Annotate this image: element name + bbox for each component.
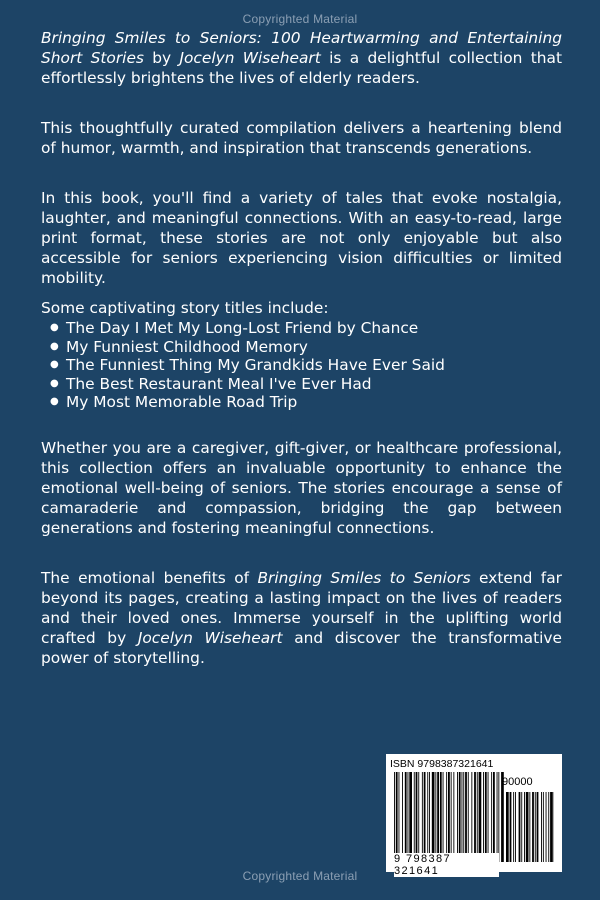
addon-bar (537, 792, 539, 862)
intro-paragraph (41, 28, 562, 118)
benefits-part1: The emotional benefits of (41, 568, 258, 587)
book-title-short: Bringing Smiles to Seniors (257, 568, 471, 587)
story-title: My Funniest Childhood Memory (66, 337, 308, 356)
addon-bar (506, 792, 509, 862)
audience-paragraph: Whether you are a caregiver, gift-giver, or healthcare professional, this collection offers an invaluable opportunity to enhance the emotional well-being of seniors. The stories encourage a sense of camaraderie and compassion, bridging the gap between generations and fostering meaningful connections. (41, 438, 562, 537)
barcode-bar (409, 772, 412, 862)
list-item (41, 393, 562, 412)
barcode-bar (418, 772, 419, 862)
barcode-bar (493, 772, 495, 862)
story-titles-list (41, 319, 562, 412)
compilation-paragraph: This thoughtfully curated compilation delivers a heartening blend of humor, warmth, and inspiration that transcends generations. (41, 119, 562, 157)
list-item (41, 356, 562, 375)
barcode-bar (414, 772, 415, 862)
price-code: 90000 (502, 776, 533, 788)
barcode-bar (432, 772, 435, 862)
barcode-bar (416, 772, 418, 862)
addon-bar (550, 792, 553, 862)
addon-bar (513, 792, 514, 862)
barcode-bar (474, 772, 476, 862)
list-item (41, 338, 562, 357)
list-item (41, 319, 562, 338)
barcode-bar (491, 772, 492, 862)
addon-bar (510, 792, 512, 862)
addon-bar (529, 792, 530, 862)
barcode-bar (453, 772, 454, 862)
intro-rest: is a delightful collection that effortlessly brightens the lives of elderly readers. (41, 49, 562, 87)
barcode-bar (483, 772, 484, 862)
watermark-top: Copyrighted Material (242, 12, 358, 26)
addon-bar (524, 792, 525, 862)
barcode-bar (457, 772, 458, 862)
benefits-part3: and discover the transformative power of storytelling. (41, 628, 562, 667)
barcode-bar (451, 772, 452, 862)
barcode-bar (459, 772, 461, 862)
barcode-bar (477, 772, 478, 862)
contents-paragraph: In this book, you'll find a variety of tales that evoke nostalgia, laughter, and meaningful connections. With an easy-to-read, large print format, these stories are not only enjoyable but also accessible for seniors experiencing vision difficulties or limited mobility. (41, 189, 562, 287)
bullet-icon: ● (50, 396, 59, 407)
barcode-bar (446, 772, 447, 862)
bullet-icon: ● (50, 322, 59, 333)
isbn-label: ISBN 9798387321641 (390, 758, 494, 770)
barcode-bar (498, 772, 499, 862)
barcode-bar (435, 772, 436, 862)
benefits-part2: extend far beyond its pages, creating a lasting impact on the lives of readers and their loved ones. Immerse yourself in the uplifting world crafted by (41, 568, 562, 647)
barcode-bar (465, 772, 467, 862)
barcode-bar (422, 772, 423, 862)
barcode-bar (405, 772, 407, 862)
barcode-bar (485, 772, 487, 862)
bullet-icon: ● (50, 359, 59, 370)
author-name-2: Jocelyn Wiseheart (137, 628, 283, 647)
addon-bar (541, 792, 542, 862)
barcode-bar (424, 772, 426, 862)
barcode-bar (429, 772, 430, 862)
addon-bar (535, 792, 536, 862)
barcode-bar (396, 772, 398, 862)
story-title: My Most Memorable Road Trip (66, 393, 298, 411)
addon-bar (546, 792, 547, 862)
bullet-icon: ● (50, 340, 59, 352)
barcode-bar (443, 772, 444, 862)
list-intro: Some captivating story titles include: (41, 299, 329, 317)
barcode-bar (488, 772, 489, 862)
addon-bar (526, 792, 529, 862)
barcode-bar (440, 772, 442, 862)
barcode-bar (402, 772, 403, 862)
addon-bar (519, 792, 521, 862)
barcode-bar (394, 772, 395, 862)
watermark-bottom: Copyrighted Material (242, 869, 358, 883)
author-name: Jocelyn Wiseheart (179, 49, 321, 67)
barcode-bar (399, 772, 400, 862)
by-text: by (143, 49, 180, 67)
addon-bar (532, 792, 534, 862)
barcode-bar (437, 772, 439, 862)
barcode-bar (408, 772, 409, 862)
book-title: Bringing Smiles to Seniors: 100 Heartwarming and Entertaining Short Stories (41, 29, 562, 67)
addon-bar (548, 792, 549, 862)
barcode-bar (479, 772, 482, 862)
story-title: The Funniest Thing My Grandkids Have Ever Said (66, 356, 445, 374)
addon-bar (521, 792, 522, 862)
barcode-bar (448, 772, 450, 862)
barcode-bar (462, 772, 463, 862)
barcode-bar (468, 772, 469, 862)
isbn-digits: 9 798387 321641 (394, 853, 499, 877)
story-title: The Day I Met My Long-Lost Friend by Chance (66, 319, 419, 337)
barcode-bar (497, 772, 498, 862)
back-cover-description (41, 28, 562, 668)
barcode-bar (427, 772, 428, 862)
benefits-paragraph (41, 568, 562, 668)
list-item (41, 375, 562, 394)
barcode-bar (463, 772, 464, 862)
barcode-bar (471, 772, 472, 862)
addon-bar (543, 792, 544, 862)
isbn-barcode-box (386, 754, 562, 877)
addon-bar (515, 792, 516, 862)
story-title: The Best Restaurant Meal I've Ever Had (66, 374, 372, 393)
bullet-icon: ● (50, 377, 59, 389)
